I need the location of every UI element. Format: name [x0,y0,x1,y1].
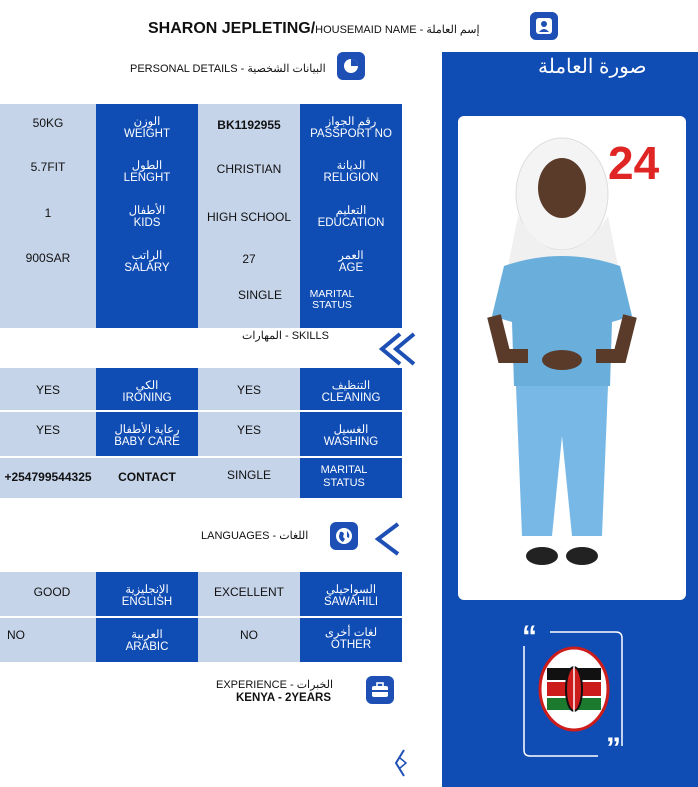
languages-title-en: LANGUAGES - [201,530,280,542]
age-label: العمر AGE [338,250,364,274]
english-value: GOOD [33,585,71,599]
swahili-label: السواحيلي SAWAHILI [323,584,379,608]
languages-title-ar: اللغات [279,530,309,542]
personal-details-title-ar: البيانات الشخصية [247,63,326,75]
small-arrow-icon [392,748,408,778]
personal-details-title [130,62,326,75]
passport-label: رقم الجواز PASSPORT NO [310,116,392,140]
other-language-label: لغات أخرى OTHER [324,627,378,651]
weight-label: الوزن WEIGHT [124,116,170,140]
passport-value: BK1192955 [217,118,281,132]
arabic-value: NO [7,628,25,642]
housemaid-name-label-ar: إسم العاملة [426,24,480,36]
skills-title-en: SKILLS [291,330,330,342]
baby-care-value: YES [35,423,60,437]
kids-value: 1 [44,206,52,220]
housemaid-name-header [148,20,480,38]
other-language-value: NO [240,628,258,642]
close-quote-icon: ” [606,732,621,765]
education-label: التعليم EDUCATION [317,205,385,229]
languages-title [201,529,308,542]
skills-marital-label: MARITAL STATUS [320,464,368,489]
religion-value: CHRISTIAN [216,162,282,176]
contact-label: CONTACT [118,470,176,484]
experience-title [216,678,333,691]
education-value: HIGH SCHOOL [206,210,291,224]
religion-label: الديانة RELIGION [323,160,379,184]
skills-row-divider [0,410,402,412]
weight-value: 50KG [32,116,64,130]
arabic-label: العربية ARABIC [125,629,169,653]
candidate-number: 24 [608,137,660,189]
housemaid-name: SHARON JEPLETING/ [148,20,316,37]
marital-status-value: SINGLE [237,288,282,302]
age-value: 27 [242,252,256,266]
globe-icon [330,522,358,550]
cleaning-label: التنظيف CLEANING [321,380,381,404]
baby-care-label: رعاية الأطفال BABY CARE [114,424,180,448]
pie-chart-icon [337,52,365,80]
languages-row-divider [0,616,402,618]
english-label: الإنجليزية ENGLISH [121,584,173,608]
length-value: 5.7FIT [30,160,66,174]
salary-label: الراتب SALARY [124,250,170,274]
skills-title-ar: المهارات - [242,330,292,342]
experience-value: KENYA - 2YEARS [236,692,332,704]
kids-label: الأطفال KIDS [128,205,166,229]
housemaid-name-label: HOUSEMAID NAME - [315,24,427,36]
cleaning-value: YES [236,383,261,397]
marital-status-label: MARITAL STATUS [309,288,355,311]
swahili-value: EXCELLENT [213,585,285,599]
photo-title: صورة العاملة [538,56,647,78]
skills-title [242,329,329,342]
kenya-emblem-icon [538,646,610,732]
length-label: الطول LENGHT [123,160,171,184]
briefcase-icon [366,676,394,704]
double-chevron-left-icon [378,332,416,366]
salary-value: 900SAR [25,251,71,265]
open-quote-icon: “ [522,620,537,653]
ironing-value: YES [35,383,60,397]
chevron-left-icon [374,522,400,556]
experience-title-ar: الخبرات [296,679,333,691]
user-icon [530,12,558,40]
contact-row-divider [0,456,402,458]
skills-marital-value: SINGLE [226,468,271,482]
washing-value: YES [236,423,261,437]
ironing-label: الكي IRONING [122,380,172,404]
personal-details-title-en: PERSONAL DETAILS - [130,63,248,75]
experience-title-en: EXPERIENCE - [216,679,297,691]
contact-value: +254799544325 [4,470,92,484]
washing-label: الغسيل WASHING [323,424,379,448]
